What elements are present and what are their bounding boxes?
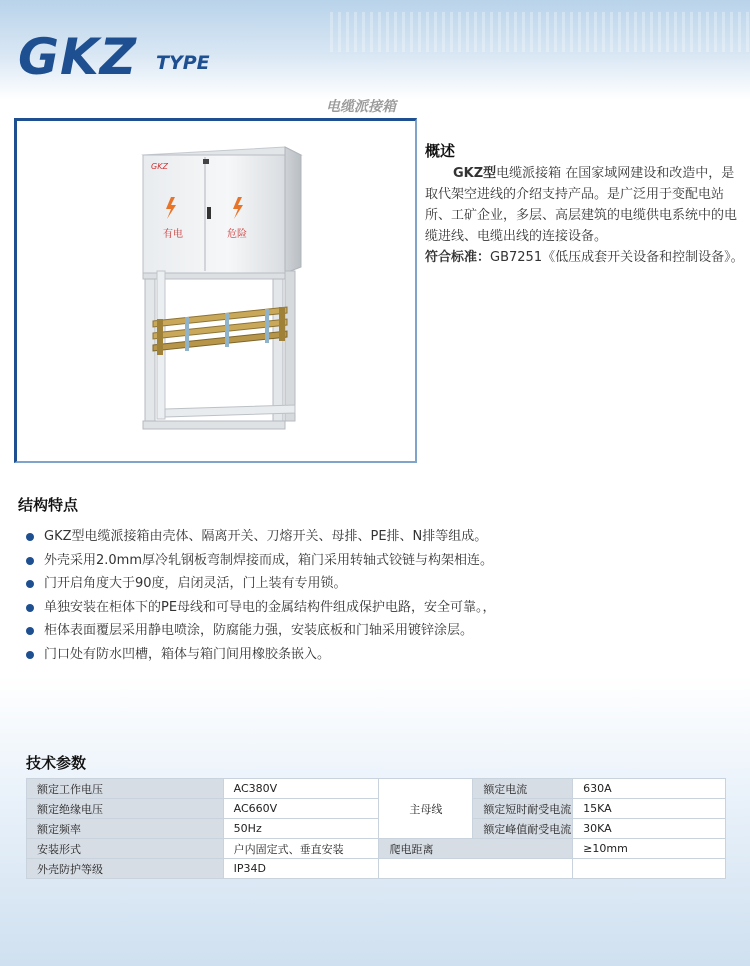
- features-title: 结构特点: [18, 496, 79, 514]
- table-row: [27, 859, 726, 879]
- overview-text: [425, 163, 745, 268]
- param-value: AC380V: [223, 779, 379, 799]
- product-caption: 电缆派接箱: [326, 99, 396, 115]
- busbar-param-label: 额定短时耐受电流: [473, 799, 573, 819]
- param-value: IP34D: [223, 859, 379, 879]
- busbar-param-label: 额定峰值耐受电流: [473, 819, 573, 839]
- empty-cell: [573, 859, 726, 879]
- busbar-param-value: 30KA: [573, 819, 726, 839]
- standard-text: GB7251《低压成套开关设备和控制设备》。: [490, 250, 744, 265]
- features-list: [26, 525, 726, 667]
- feature-item: 门开启角度大于90度，启闭灵活，门上装有专用锁。: [26, 572, 726, 596]
- busbar-label: 主母线: [379, 779, 473, 839]
- standard-label: 符合标准：: [425, 250, 491, 265]
- creepage-value: ≥10mm: [573, 839, 726, 859]
- feature-item: GKZ型电缆派接箱由壳体、隔离开关、刀熔开关、母排、PE排、N排等组成。: [26, 525, 726, 549]
- param-value: AC660V: [223, 799, 379, 819]
- overview-title: 概述: [425, 142, 456, 160]
- table-row: [27, 839, 726, 859]
- technical-params-table: [26, 778, 726, 879]
- creepage-label: 爬电距离: [379, 839, 573, 859]
- feature-item: 门口处有防水凹槽，箱体与箱门间用橡胶条嵌入。: [26, 643, 726, 667]
- params-title: 技术参数: [26, 754, 87, 772]
- table-row: [27, 799, 726, 819]
- param-value: 户内固定式、垂直安装: [223, 839, 379, 859]
- param-label: 额定绝缘电压: [27, 799, 224, 819]
- param-label: 外壳防护等级: [27, 859, 224, 879]
- table-row: [27, 779, 726, 799]
- cabinet-badge: GKZ: [151, 162, 168, 171]
- feature-item: 单独安装在柜体下的PE母线和可导电的金属结构件组成保护电路，安全可靠。，: [26, 596, 726, 620]
- banner-decoration: [330, 12, 750, 52]
- brand-logo: GKZ: [18, 28, 138, 86]
- param-value: 50Hz: [223, 819, 379, 839]
- param-label: 额定工作电压: [27, 779, 224, 799]
- overview-description: 电缆派接箱 在国家域网建设和改造中，是取代架空进线的介绍支持产品。是广泛用于变配电站所、工矿企业，多层、高层建筑的电缆供电系统中的电缆进线、电缆出线的连接设备。: [425, 166, 738, 244]
- param-label: 额定频率: [27, 819, 224, 839]
- overview-model: GKZ型: [453, 166, 497, 181]
- busbar-param-value: 15KA: [573, 799, 726, 819]
- feature-item: 柜体表面覆层采用静电喷涂，防腐能力强，安装底板和门轴采用镀锌涂层。: [26, 619, 726, 643]
- busbar-param-value: 630A: [573, 779, 726, 799]
- empty-cell: [379, 859, 573, 879]
- param-label: 安装形式: [27, 839, 224, 859]
- table-row: [27, 819, 726, 839]
- product-photo-frame: [14, 118, 417, 463]
- busbar-param-label: 额定电流: [473, 779, 573, 799]
- warning-right-label: 危险: [227, 229, 247, 240]
- feature-item: 外壳采用2.0mm厚冷轧钢板弯制焊接而成，箱门采用转轴式铰链与构架相连。: [26, 549, 726, 573]
- warning-left-label: 有电: [163, 229, 183, 240]
- brand-type-label: TYPE: [156, 52, 210, 74]
- cable-cabinet-image: [17, 121, 415, 461]
